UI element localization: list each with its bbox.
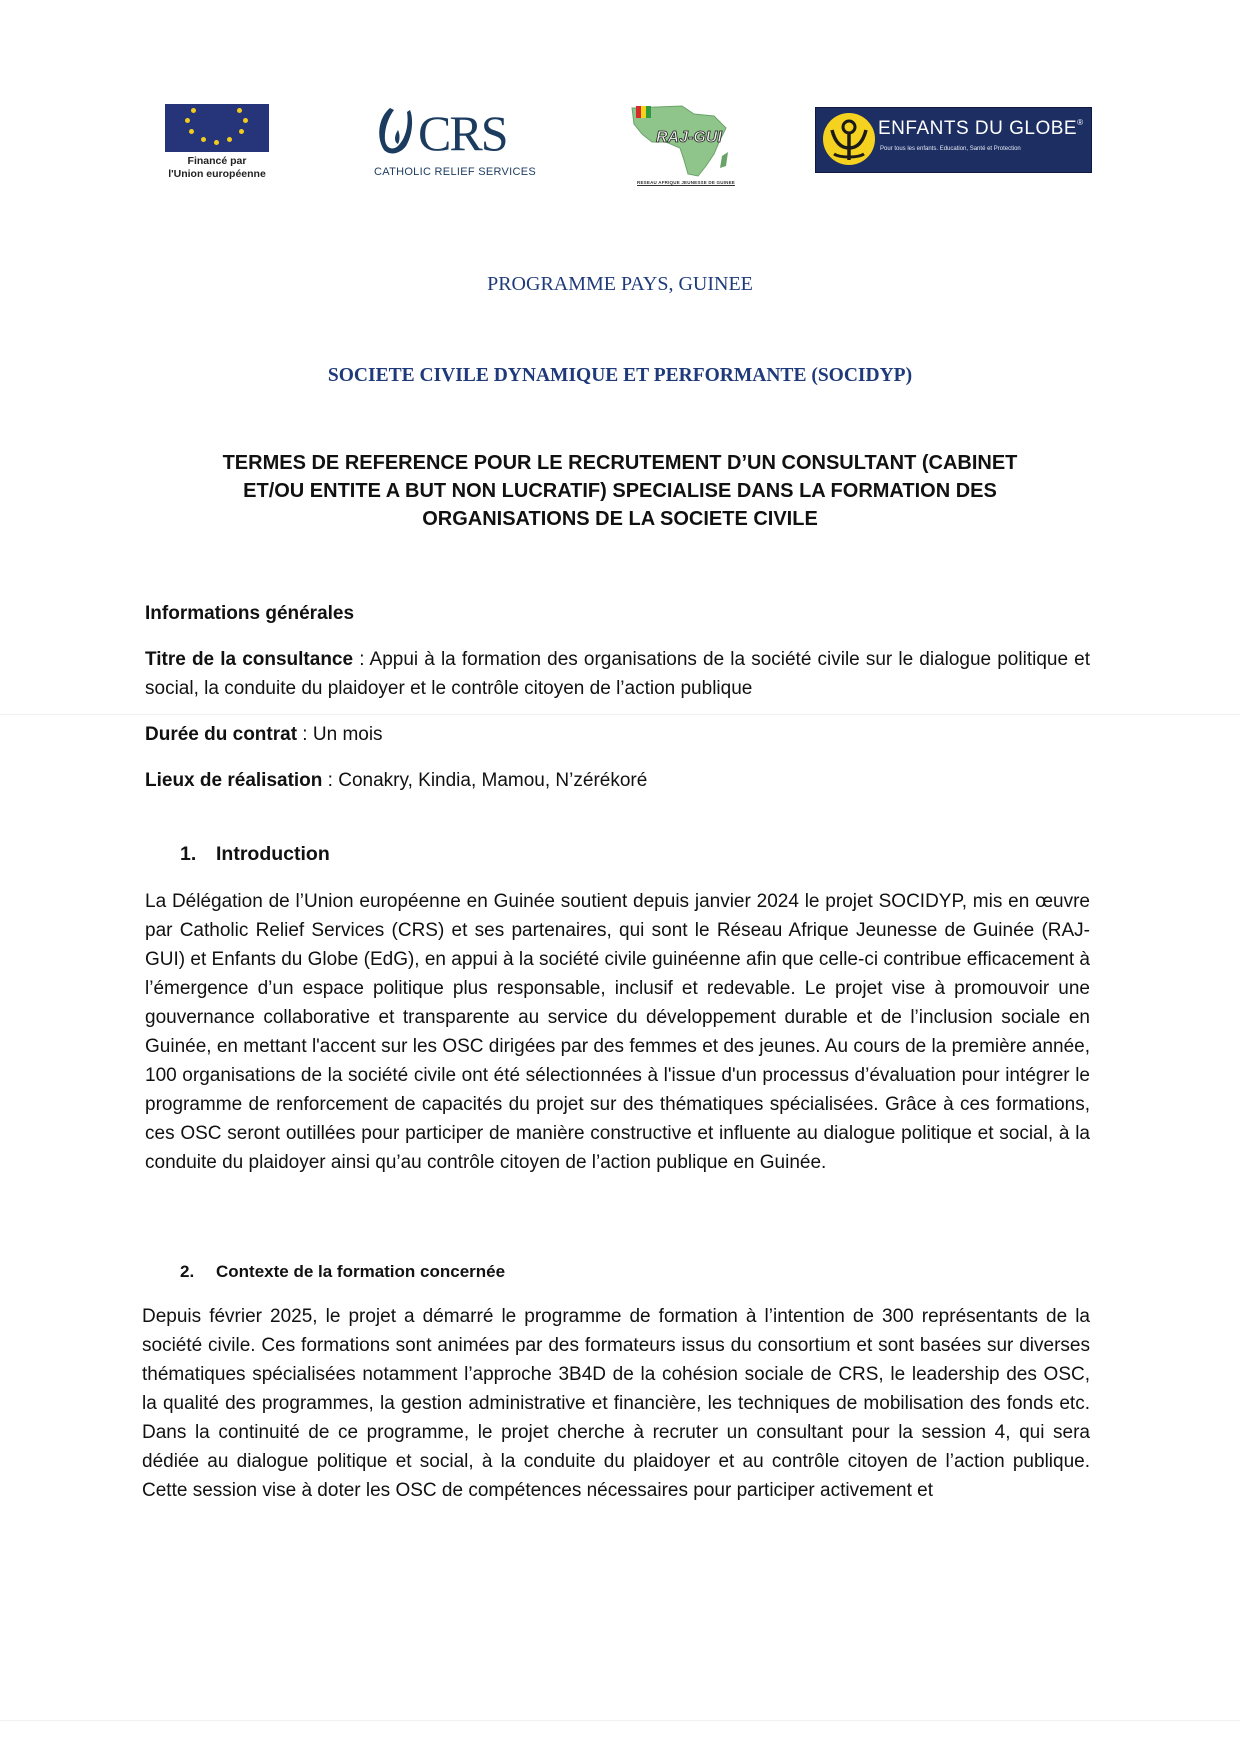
raj-gui-name: RAJ-GUI <box>656 129 722 146</box>
section-paragraph: Depuis février 2025, le projet a démarré le programme de formation à l’intention de 300 représentants de la société civile. Ces formations sont animées par des formateurs issus du consortium et sont basées sur diverses thématiques spécialisées notamment l’approche 3B4D de la cohésion sociale de CRS, le leadership des OSC, la qualité des programmes, la gestion administrative et financière, les techniques de mobilisation des fonds etc. Dans la continuité de ce programme, le projet cherche à recruter un consultant pour la session 4, qui sera dédiée au dialogue politique et social, à la conduite du plaidoyer et au contrôle citoyen de l’action publique. Cette session vise à doter les OSC de compétences nécessaires pour participer activement et <box>142 1306 1090 1501</box>
eu-flag-icon <box>165 104 269 152</box>
eu-logo <box>165 104 269 181</box>
section-title: Introduction <box>216 843 330 865</box>
field-value: Conakry, Kindia, Mamou, N’zérékoré <box>338 770 648 791</box>
field-label: Durée du contrat <box>145 724 298 745</box>
general-info-heading: Informations générales <box>145 603 355 624</box>
section-heading-introduction <box>180 843 330 866</box>
document-title <box>150 449 1090 533</box>
field-locations: Lieux de réalisation : Conakry, Kindia, Mamou, N’zérékoré <box>145 770 648 791</box>
raj-gui-caption: RESEAU AFRIQUE JEUNESSE DE GUINEE <box>637 180 735 185</box>
enfants-du-globe-logo <box>815 107 1092 173</box>
document-title-line: TERMES DE REFERENCE POUR LE RECRUTEMENT D’UN CONSULTANT (CABINET <box>222 452 1018 474</box>
section-number: 1. <box>180 843 197 865</box>
raj-gui-logo <box>622 102 752 192</box>
eu-caption-line1: Financé par <box>187 155 247 167</box>
project-heading: SOCIETE CIVILE DYNAMIQUE ET PERFORMANTE (SOCIDYP) <box>327 365 913 386</box>
section-heading-contexte <box>180 1262 505 1282</box>
partner-logos <box>0 100 1240 190</box>
edg-tagline: Pour tous les enfants. Education, Santé et Protection <box>880 146 1021 152</box>
document-title-line: ET/OU ENTITE A BUT NON LUCRATIF) SPECIALISE DANS LA FORMATION DES <box>243 480 997 502</box>
field-contract-duration: Durée du contrat : Un mois <box>145 724 383 745</box>
eu-caption-line2: l'Union européenne <box>168 168 266 180</box>
africa-map-icon <box>622 102 752 178</box>
globe-child-icon <box>822 112 876 166</box>
crs-name: CRS <box>418 105 507 161</box>
crs-subtitle: CATHOLIC RELIEF SERVICES <box>374 166 537 178</box>
document-title-line: ORGANISATIONS DE LA SOCIETE CIVILE <box>422 508 818 530</box>
crs-flame-icon <box>376 104 416 156</box>
programme-heading: PROGRAMME PAYS, GUINEE <box>487 273 753 295</box>
field-consultancy-title: Titre de la consultance : Appui à la formation des organisations de la société civile sur le dialogue politique et social, la conduite du plaidoyer et le contrôle citoyen de l’action publique <box>145 649 1090 699</box>
field-value: Appui à la formation des organisations de la société civile sur le dialogue politique et social, la conduite du plaidoyer et le contrôle citoyen de l’action publique <box>145 649 1090 699</box>
field-label: Titre de la consultance <box>145 649 354 670</box>
crs-logo <box>374 102 537 182</box>
section-title: Contexte de la formation concernée <box>216 1262 506 1281</box>
field-value: Un mois <box>312 724 383 745</box>
field-label: Lieux de réalisation <box>145 770 323 791</box>
registered-mark: ® <box>1077 118 1084 127</box>
section-paragraph: La Délégation de l’Union européenne en Guinée soutient depuis janvier 2024 le projet SOCIDYP, mis en œuvre par Catholic Relief Services (CRS) et ses partenaires, qui sont le Réseau Afrique Jeunesse de Guinée (RAJ-GUI) et Enfants du Globe (EdG), en appui à la société civile guinéenne afin que celle-ci contribue efficacement à l’émergence d’un espace politique plus responsable, inclusif et redevable. Le projet vise à promouvoir une gouvernance collaborative et transparente au service du développement durable et de l’inclusion sociale en Guinée, en mettant l'accent sur les OSC dirigées par des femmes et des jeunes. Au cours de la première année, 100 organisations de la société civile ont été sélectionnées à l'issue d'un processus d’évaluation pour intégrer le programme de renforcement de capacités du projet sur des thématiques spécialisées. Grâce à ces formations, ces OSC seront outillées pour participer de manière constructive et influente au dialogue politique et social, à la conduite du plaidoyer ainsi qu’au contrôle citoyen de l’action publique en Guinée. <box>145 891 1090 1173</box>
section-number: 2. <box>180 1262 195 1281</box>
edg-name: ENFANTS DU GLOBE <box>878 118 1078 139</box>
